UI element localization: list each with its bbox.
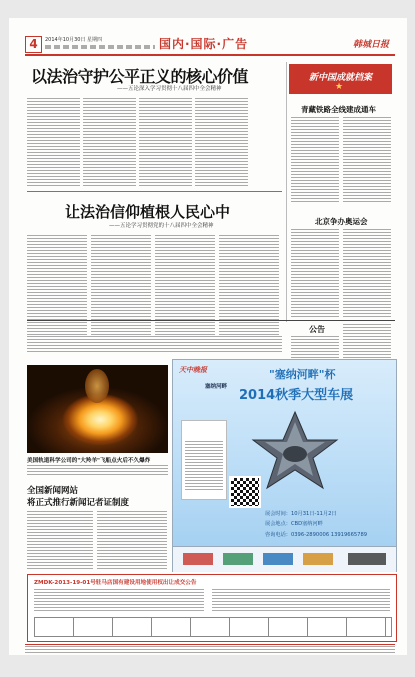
sponsor-logo-1 [183,553,213,565]
date-line: 2014年10月30日 星期四 [45,37,103,43]
masthead-logo: 韩城日报 [353,40,390,50]
sidebar-item1-title: 青藏铁路全线建成通车 [301,105,376,114]
land-notice-box [27,574,397,642]
article3-col1 [27,511,93,569]
ad-brand-small: 天中晚报 [179,365,207,374]
land-notice-body-left [34,589,204,613]
footer-text [25,646,395,653]
ad-phone-line: 咨询电话：0396-2890006 13919665789 [265,532,368,538]
sidebar-item2-col2 [343,229,391,317]
article1-subtitle: ——五论深入学习贯彻十八届四中全会精神 [117,86,222,92]
header-rule [25,54,395,56]
land-notice-body-right [212,589,390,613]
ad-white-panel-text [185,441,223,491]
article3-col2 [97,511,167,569]
car-show-ad [172,359,397,572]
ad-brand-tag: 塞纳河畔 [205,384,228,390]
photo-caption: 美国轨道科学公司的"大羚羊"飞船点火后不久爆炸 [27,458,151,464]
ad-place-line: 展会地点：CBD塞纳河畔 [265,521,323,527]
newspaper-page [9,18,407,655]
star-icon: ★ [335,82,344,92]
article2-tail [27,336,282,354]
sponsor-logo-5 [348,553,386,565]
sidebar-item1-col1 [291,117,339,202]
sidebar-item1-col2 [343,117,391,202]
article2-subtitle: ——五论学习贯彻党的十八届四中全会精神 [109,223,214,229]
sidebar-item2-col1 [291,229,339,317]
sponsor-logo-2 [223,553,253,565]
land-notice-title: ZMDK-2013-19-01号驻马店国有建设用地使用权出让成交公告 [34,580,197,586]
sponsor-logo-4 [303,553,333,565]
land-notice-table [34,617,392,637]
sidebar-banner [289,64,392,94]
notice-title: 公告 [309,325,325,334]
article3-headline2: 将正式推行新闻记者证制度 [27,498,130,508]
article1-bottom-rule [27,191,282,192]
ad-white-panel [181,420,227,500]
header-small-line [45,45,155,49]
sidebar-item2-title: 北京争办奥运会 [315,217,368,226]
ad-title-main: 2014秋季大型车展 [239,388,354,403]
notice-body-right [343,324,391,358]
photo-caption-body [27,465,168,475]
article1-headline: 以法治守护公平正义的核心价值 [31,67,249,86]
article1-col3 [139,98,192,186]
article2-headline: 让法治信仰植根人民心中 [65,203,231,221]
rocket-explosion-photo [27,365,168,453]
ad-title-quote: "塞纳河畔"杯 [269,368,336,381]
section-title: 国内·国际·广告 [159,37,249,51]
article1-col1 [27,98,80,186]
smoke-plume [85,369,109,403]
footer-rule [25,644,395,645]
ad-sponsor-strip [173,546,396,572]
sidebar-banner-title: 新中国成就档案 [308,73,372,83]
ad-time-line: 展会时间：10月31日-11月2日 [265,511,337,517]
article1-col2 [83,98,136,186]
article3-headline: 全国新闻网站 [27,486,79,496]
article1-col4 [195,98,248,186]
page-number-badge: 4 [25,36,42,53]
notice-body [291,336,339,358]
notice-top-rule [27,320,395,321]
qr-code-image [229,476,261,508]
sponsor-logo-3 [263,553,293,565]
